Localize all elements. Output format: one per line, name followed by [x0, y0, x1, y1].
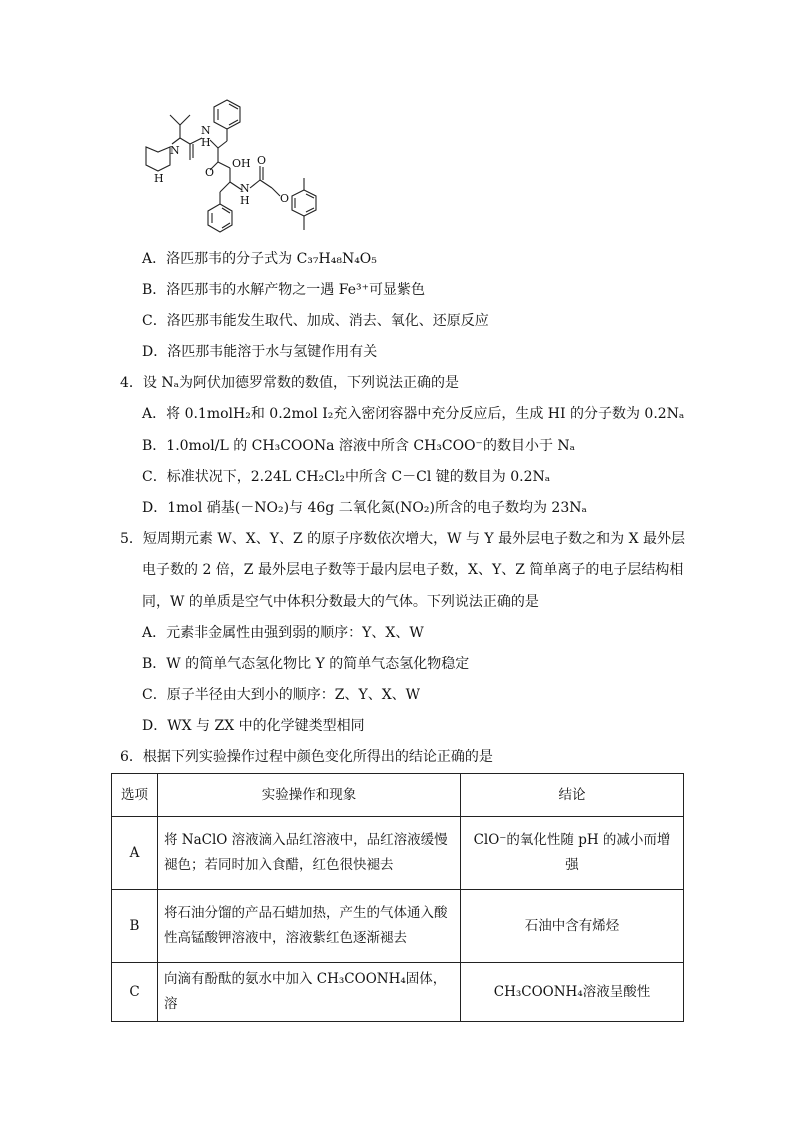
option-letter: B． — [142, 438, 167, 454]
q4-option-d — [142, 498, 587, 518]
row-operation: 将石油分馏的产品石蜡加热，产生的气体通入酸性高锰酸钾溶液中，溶液紫红色逐渐褪去 — [158, 890, 461, 963]
header-option: 选项 — [112, 774, 158, 817]
table-row — [112, 817, 684, 890]
option-text: W 的简单气态氢化物比 Y 的简单气态氢化物稳定 — [166, 656, 470, 672]
q3-option-b — [142, 280, 425, 300]
q4-option-a — [142, 404, 684, 424]
q3-option-d — [142, 342, 377, 362]
option-letter: A． — [142, 406, 167, 422]
q5-option-b — [142, 654, 469, 674]
mol-label-h2: H — [201, 136, 211, 149]
option-text: 将 0.1molH₂和 0.2mol I₂充入密闭容器中充分反应后，生成 HI 的分子数为 0.2Nₐ — [166, 406, 685, 422]
row-operation: 将 NaClO 溶液滴入品红溶液中，品红溶液缓慢褪色；若同时加入食醋，红色很快褪去 — [158, 817, 461, 890]
row-option: C — [112, 963, 158, 1022]
option-letter: C． — [142, 313, 167, 329]
table-header-row — [112, 774, 684, 817]
q5-option-a — [142, 623, 424, 643]
mol-label-o1: O — [205, 166, 215, 179]
q3-option-a — [142, 249, 377, 269]
option-text: 1mol 硝基(－NO₂)与 46g 二氧化氮(NO₂)所含的电子数均为 23Nₐ — [167, 500, 587, 516]
row-option: A — [112, 817, 158, 890]
q5-stem-line-1: 5．短周期元素 W、X、Y、Z 的原子序数依次增大，W 与 Y 最外层电子数之和为 X 最外层 — [120, 531, 685, 547]
q5-option-d — [142, 716, 365, 736]
mol-label-h1: H — [154, 172, 164, 185]
option-text: 原子半径由大到小的顺序：Z、Y、X、W — [166, 687, 421, 703]
option-letter: C． — [142, 687, 167, 703]
mol-label-n3: N — [240, 182, 250, 195]
mol-label-o2: O — [257, 154, 267, 167]
option-letter: B． — [142, 656, 167, 672]
mol-label-o3: O — [280, 192, 290, 205]
q6-stem: 6．根据下列实验操作过程中颜色变化所得出的结论正确的是 — [120, 749, 493, 765]
table-row — [112, 963, 684, 1022]
option-text: 1.0mol/L 的 CH₃COONa 溶液中所含 CH₃COO⁻的数目小于 Nₐ — [166, 438, 576, 454]
lopinavir-structure-diagram — [132, 92, 322, 242]
option-letter: B． — [142, 282, 167, 298]
option-letter: C． — [142, 469, 167, 485]
q4-option-b — [142, 436, 575, 456]
option-text: 洛匹那韦能发生取代、加成、消去、氧化、还原反应 — [166, 313, 489, 329]
option-text: 洛匹那韦能溶于水与氢键作用有关 — [167, 344, 378, 360]
q5-stem-line-2: 电子数的 2 倍，Z 最外层电子数等于最内层电子数，X、Y、Z 简单离子的电子层结构相 — [142, 562, 684, 578]
option-letter: A． — [142, 251, 167, 267]
option-text: 元素非金属性由强到弱的顺序：Y、X、W — [166, 625, 424, 641]
option-text: 洛匹那韦的水解产物之一遇 Fe³⁺可显紫色 — [166, 282, 425, 298]
mol-label-n2: N — [201, 124, 211, 137]
option-letter: A． — [142, 625, 167, 641]
q4-option-c — [142, 467, 550, 487]
mol-label-oh: OH — [232, 157, 251, 170]
table-row — [112, 890, 684, 963]
option-text: 洛匹那韦的分子式为 C₃₇H₄₈N₄O₅ — [166, 251, 377, 267]
header-operation: 实验操作和现象 — [158, 774, 461, 817]
option-letter: D． — [142, 344, 168, 360]
q4-stem: 4．设 Nₐ为阿伏加德罗常数的数值，下列说法正确的是 — [120, 375, 460, 391]
row-option: B — [112, 890, 158, 963]
row-conclusion: CH₃COONH₄溶液呈酸性 — [461, 963, 684, 1022]
mol-label-n1: N — [170, 144, 180, 157]
row-conclusion: ClO⁻的氧化性随 pH 的减小而增强 — [461, 817, 684, 890]
option-letter: D． — [142, 718, 168, 734]
row-operation: 向滴有酚酞的氨水中加入 CH₃COONH₄固体，溶 — [158, 963, 461, 1022]
q5-option-c — [142, 685, 420, 705]
option-text: WX 与 ZX 中的化学键类型相同 — [167, 718, 365, 734]
row-conclusion: 石油中含有烯烃 — [461, 890, 684, 963]
q3-option-c — [142, 311, 489, 331]
q5-stem-line-3: 同，W 的单质是空气中体积分数最大的气体。下列说法正确的是 — [142, 594, 539, 610]
option-letter: D． — [142, 500, 168, 516]
q6-table — [111, 773, 684, 1022]
mol-label-h3: H — [240, 194, 250, 207]
header-conclusion: 结论 — [461, 774, 684, 817]
option-text: 标准状况下，2.24L CH₂Cl₂中所含 C－Cl 键的数目为 0.2Nₐ — [166, 469, 551, 485]
